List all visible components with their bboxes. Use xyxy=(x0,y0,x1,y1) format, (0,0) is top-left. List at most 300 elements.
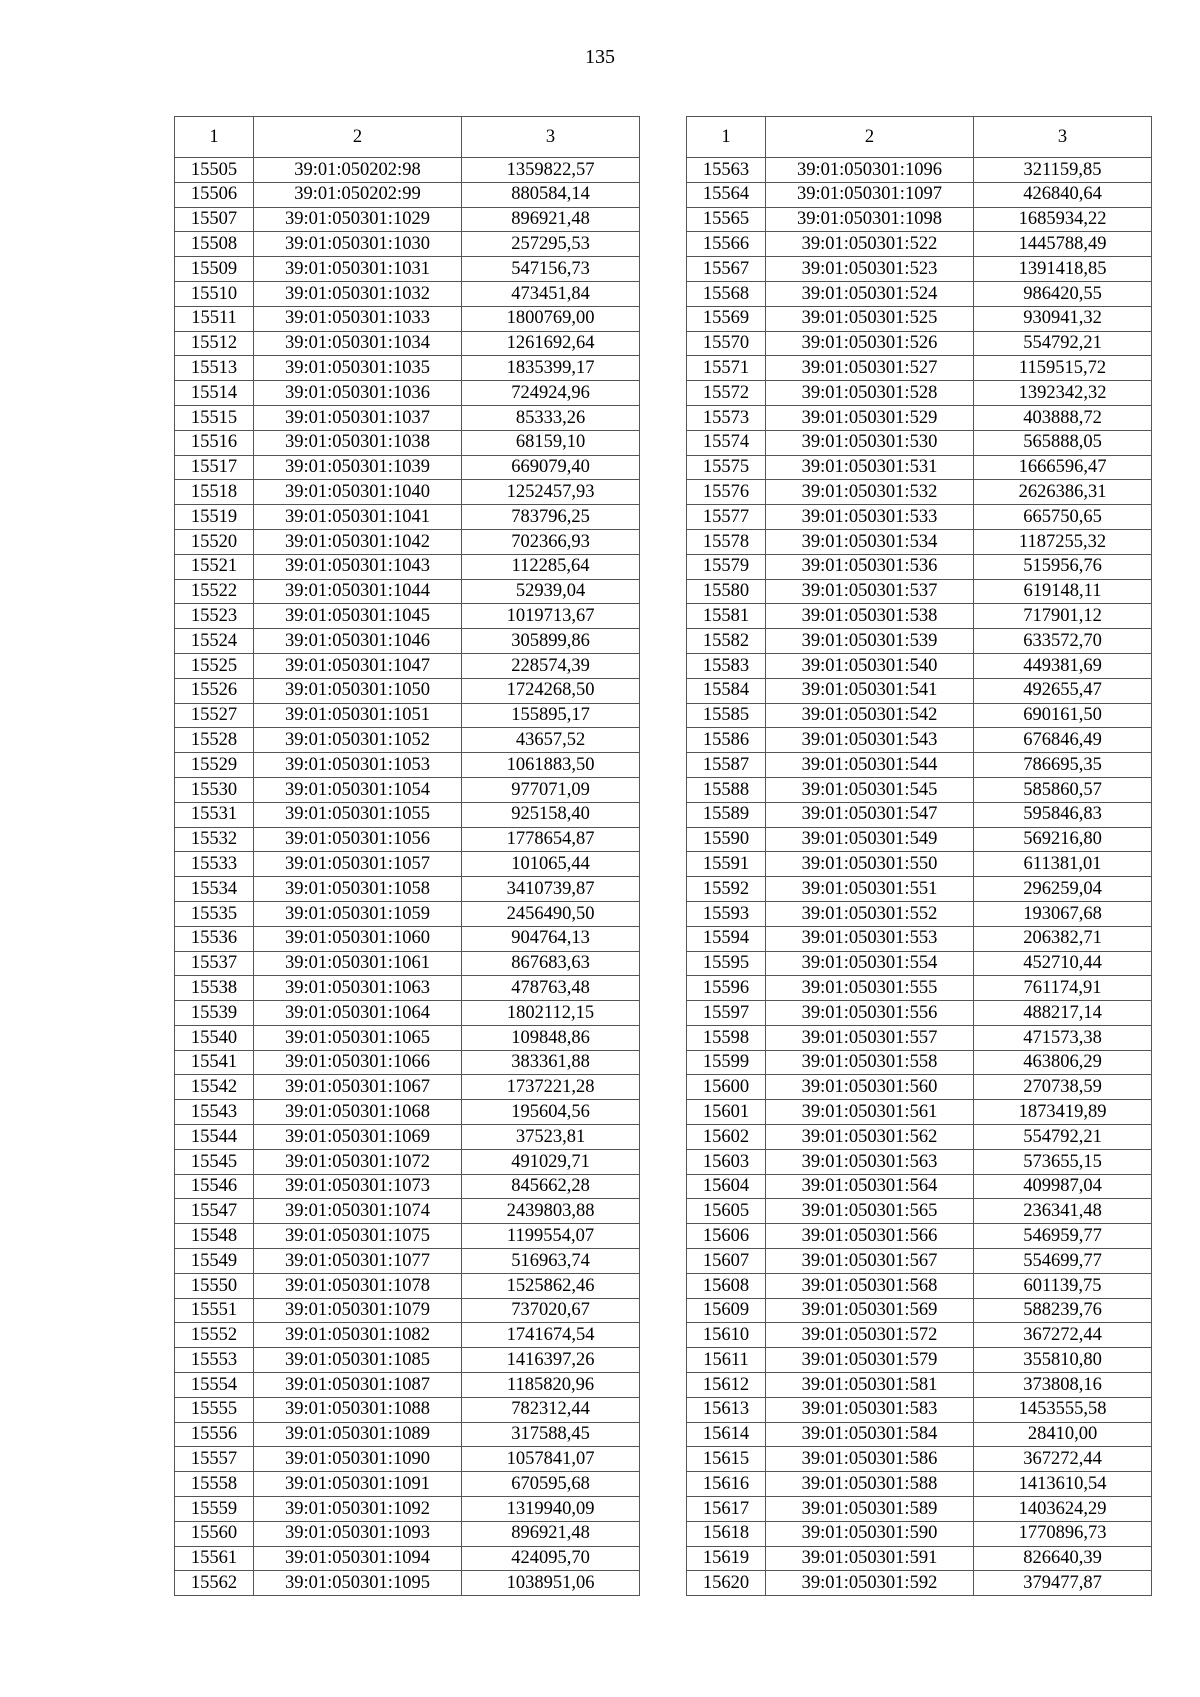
table-row xyxy=(687,802,1152,827)
cadastral-number-cell: 39:01:050301:567 xyxy=(766,1249,974,1274)
cadastral-number-cell: 39:01:050301:550 xyxy=(766,852,974,877)
cadastral-number-cell: 39:01:050301:523 xyxy=(766,257,974,282)
cadastral-number-cell: 39:01:050301:526 xyxy=(766,331,974,356)
table-row xyxy=(175,356,640,381)
table-row xyxy=(175,480,640,505)
table-row xyxy=(175,1373,640,1398)
page-number: 135 xyxy=(585,46,615,68)
column-header: 3 xyxy=(974,117,1152,158)
cadastral-number-cell: 39:01:050202:98 xyxy=(254,158,462,183)
table-row xyxy=(175,1447,640,1472)
cadastral-number-cell: 39:01:050301:533 xyxy=(766,505,974,530)
value-cell: 373808,16 xyxy=(974,1373,1152,1398)
row-number-cell: 15548 xyxy=(175,1224,254,1249)
table-row xyxy=(175,207,640,232)
cadastral-number-cell: 39:01:050301:564 xyxy=(766,1174,974,1199)
row-number-cell: 15594 xyxy=(687,926,766,951)
table-row xyxy=(687,480,1152,505)
value-cell: 670595,68 xyxy=(462,1472,640,1497)
row-number-cell: 15597 xyxy=(687,1001,766,1026)
table-row xyxy=(687,678,1152,703)
value-cell: 112285,64 xyxy=(462,554,640,579)
table-row xyxy=(687,1001,1152,1026)
value-cell: 1252457,93 xyxy=(462,480,640,505)
row-number-cell: 15568 xyxy=(687,281,766,306)
cadastral-number-cell: 39:01:050301:539 xyxy=(766,629,974,654)
cadastral-number-cell: 39:01:050301:586 xyxy=(766,1447,974,1472)
row-number-cell: 15573 xyxy=(687,405,766,430)
table-row xyxy=(687,926,1152,951)
table-row xyxy=(687,1571,1152,1596)
table-row xyxy=(687,1497,1152,1522)
cadastral-number-cell: 39:01:050301:1055 xyxy=(254,802,462,827)
value-cell: 925158,40 xyxy=(462,802,640,827)
cadastral-number-cell: 39:01:050301:1047 xyxy=(254,653,462,678)
row-number-cell: 15608 xyxy=(687,1273,766,1298)
cadastral-number-cell: 39:01:050301:1090 xyxy=(254,1447,462,1472)
row-number-cell: 15538 xyxy=(175,976,254,1001)
value-cell: 737020,67 xyxy=(462,1298,640,1323)
value-cell: 1019713,67 xyxy=(462,604,640,629)
cadastral-number-cell: 39:01:050301:552 xyxy=(766,901,974,926)
column-header: 3 xyxy=(462,117,640,158)
row-number-cell: 15550 xyxy=(175,1273,254,1298)
cadastral-number-cell: 39:01:050301:538 xyxy=(766,604,974,629)
table-row xyxy=(175,1422,640,1447)
table-row xyxy=(175,604,640,629)
table-row xyxy=(687,1447,1152,1472)
table-row xyxy=(687,1125,1152,1150)
table-row xyxy=(687,1422,1152,1447)
table-row xyxy=(175,579,640,604)
cadastral-number-cell: 39:01:050301:1058 xyxy=(254,877,462,902)
row-number-cell: 15540 xyxy=(175,1025,254,1050)
cadastral-number-cell: 39:01:050301:566 xyxy=(766,1224,974,1249)
value-cell: 491029,71 xyxy=(462,1149,640,1174)
cadastral-number-cell: 39:01:050301:1037 xyxy=(254,405,462,430)
table-row xyxy=(175,703,640,728)
row-number-cell: 15510 xyxy=(175,281,254,306)
row-number-cell: 15586 xyxy=(687,728,766,753)
row-number-cell: 15539 xyxy=(175,1001,254,1026)
row-number-cell: 15532 xyxy=(175,827,254,852)
table-row xyxy=(175,1397,640,1422)
row-number-cell: 15607 xyxy=(687,1249,766,1274)
table-row xyxy=(687,728,1152,753)
cadastral-number-cell: 39:01:050301:532 xyxy=(766,480,974,505)
table-row xyxy=(687,1373,1152,1398)
value-cell: 1061883,50 xyxy=(462,753,640,778)
value-cell: 516963,74 xyxy=(462,1249,640,1274)
cadastral-number-cell: 39:01:050301:553 xyxy=(766,926,974,951)
cadastral-number-cell: 39:01:050301:555 xyxy=(766,976,974,1001)
value-cell: 1199554,07 xyxy=(462,1224,640,1249)
cadastral-number-cell: 39:01:050301:1031 xyxy=(254,257,462,282)
row-number-cell: 15583 xyxy=(687,653,766,678)
column-header: 2 xyxy=(254,117,462,158)
value-cell: 554699,77 xyxy=(974,1249,1152,1274)
table-row xyxy=(175,331,640,356)
cadastral-number-cell: 39:01:050301:551 xyxy=(766,877,974,902)
table-row xyxy=(687,158,1152,183)
cadastral-number-cell: 39:01:050301:1041 xyxy=(254,505,462,530)
cadastral-number-cell: 39:01:050301:549 xyxy=(766,827,974,852)
cadastral-number-cell: 39:01:050301:1060 xyxy=(254,926,462,951)
value-cell: 1802112,15 xyxy=(462,1001,640,1026)
table-row xyxy=(175,1199,640,1224)
table-row xyxy=(175,455,640,480)
table-row xyxy=(687,1025,1152,1050)
cadastral-number-cell: 39:01:050301:1073 xyxy=(254,1174,462,1199)
table-row xyxy=(687,1149,1152,1174)
cadastral-number-cell: 39:01:050301:1082 xyxy=(254,1323,462,1348)
cadastral-number-cell: 39:01:050301:558 xyxy=(766,1050,974,1075)
row-number-cell: 15584 xyxy=(687,678,766,703)
value-cell: 1057841,07 xyxy=(462,1447,640,1472)
column-header: 1 xyxy=(687,117,766,158)
cadastral-number-cell: 39:01:050301:1095 xyxy=(254,1571,462,1596)
cadastral-number-cell: 39:01:050301:536 xyxy=(766,554,974,579)
row-number-cell: 15571 xyxy=(687,356,766,381)
cadastral-number-cell: 39:01:050301:1079 xyxy=(254,1298,462,1323)
value-cell: 845662,28 xyxy=(462,1174,640,1199)
value-cell: 2626386,31 xyxy=(974,480,1152,505)
row-number-cell: 15616 xyxy=(687,1472,766,1497)
row-number-cell: 15513 xyxy=(175,356,254,381)
table-row xyxy=(687,827,1152,852)
cadastral-number-cell: 39:01:050301:592 xyxy=(766,1571,974,1596)
row-number-cell: 15613 xyxy=(687,1397,766,1422)
value-cell: 478763,48 xyxy=(462,976,640,1001)
cadastral-number-cell: 39:01:050301:568 xyxy=(766,1273,974,1298)
cadastral-number-cell: 39:01:050301:1038 xyxy=(254,430,462,455)
cadastral-number-cell: 39:01:050301:562 xyxy=(766,1125,974,1150)
cadastral-number-cell: 39:01:050301:1067 xyxy=(254,1075,462,1100)
value-cell: 1737221,28 xyxy=(462,1075,640,1100)
value-cell: 488217,14 xyxy=(974,1001,1152,1026)
table-row xyxy=(687,604,1152,629)
row-number-cell: 15518 xyxy=(175,480,254,505)
row-number-cell: 15559 xyxy=(175,1497,254,1522)
value-cell: 565888,05 xyxy=(974,430,1152,455)
value-cell: 52939,04 xyxy=(462,579,640,604)
row-number-cell: 15505 xyxy=(175,158,254,183)
row-number-cell: 15531 xyxy=(175,802,254,827)
cadastral-number-cell: 39:01:050301:529 xyxy=(766,405,974,430)
row-number-cell: 15524 xyxy=(175,629,254,654)
value-cell: 1413610,54 xyxy=(974,1472,1152,1497)
cadastral-number-cell: 39:01:050301:1087 xyxy=(254,1373,462,1398)
row-number-cell: 15579 xyxy=(687,554,766,579)
cadastral-number-cell: 39:01:050301:1043 xyxy=(254,554,462,579)
cadastral-number-cell: 39:01:050301:1085 xyxy=(254,1348,462,1373)
cadastral-number-cell: 39:01:050301:547 xyxy=(766,802,974,827)
row-number-cell: 15581 xyxy=(687,604,766,629)
value-cell: 424095,70 xyxy=(462,1546,640,1571)
value-cell: 305899,86 xyxy=(462,629,640,654)
row-number-cell: 15574 xyxy=(687,430,766,455)
row-number-cell: 15536 xyxy=(175,926,254,951)
table-row xyxy=(687,505,1152,530)
cadastral-number-cell: 39:01:050301:565 xyxy=(766,1199,974,1224)
value-cell: 930941,32 xyxy=(974,306,1152,331)
row-number-cell: 15585 xyxy=(687,703,766,728)
cadastral-number-cell: 39:01:050301:1039 xyxy=(254,455,462,480)
value-cell: 109848,86 xyxy=(462,1025,640,1050)
table-row xyxy=(175,232,640,257)
cadastral-number-cell: 39:01:050301:1096 xyxy=(766,158,974,183)
row-number-cell: 15542 xyxy=(175,1075,254,1100)
table-row xyxy=(687,381,1152,406)
row-number-cell: 15526 xyxy=(175,678,254,703)
cadastral-number-cell: 39:01:050301:591 xyxy=(766,1546,974,1571)
value-cell: 601139,75 xyxy=(974,1273,1152,1298)
value-cell: 206382,71 xyxy=(974,926,1152,951)
cadastral-number-cell: 39:01:050301:1036 xyxy=(254,381,462,406)
cadastral-number-cell: 39:01:050301:579 xyxy=(766,1348,974,1373)
cadastral-number-cell: 39:01:050301:1032 xyxy=(254,281,462,306)
table-row xyxy=(687,777,1152,802)
row-number-cell: 15506 xyxy=(175,182,254,207)
row-number-cell: 15551 xyxy=(175,1298,254,1323)
value-cell: 1685934,22 xyxy=(974,207,1152,232)
cadastral-number-cell: 39:01:050301:534 xyxy=(766,529,974,554)
row-number-cell: 15561 xyxy=(175,1546,254,1571)
cadastral-number-cell: 39:01:050301:1054 xyxy=(254,777,462,802)
value-cell: 2439803,88 xyxy=(462,1199,640,1224)
cadastral-number-cell: 39:01:050301:557 xyxy=(766,1025,974,1050)
table-row xyxy=(687,1174,1152,1199)
value-cell: 546959,77 xyxy=(974,1224,1152,1249)
row-number-cell: 15516 xyxy=(175,430,254,455)
value-cell: 317588,45 xyxy=(462,1422,640,1447)
row-number-cell: 15554 xyxy=(175,1373,254,1398)
row-number-cell: 15592 xyxy=(687,877,766,902)
value-cell: 321159,85 xyxy=(974,158,1152,183)
table-row xyxy=(175,1249,640,1274)
cadastral-number-cell: 39:01:050301:540 xyxy=(766,653,974,678)
value-cell: 193067,68 xyxy=(974,901,1152,926)
table-row xyxy=(687,1224,1152,1249)
table-row xyxy=(175,877,640,902)
table-row xyxy=(175,1125,640,1150)
table-row xyxy=(687,976,1152,1001)
value-cell: 403888,72 xyxy=(974,405,1152,430)
cadastral-number-cell: 39:01:050301:556 xyxy=(766,1001,974,1026)
value-cell: 257295,53 xyxy=(462,232,640,257)
cadastral-number-cell: 39:01:050301:1045 xyxy=(254,604,462,629)
cadastral-number-cell: 39:01:050301:563 xyxy=(766,1149,974,1174)
right-table xyxy=(686,116,1152,1596)
value-cell: 554792,21 xyxy=(974,1125,1152,1150)
cadastral-number-cell: 39:01:050301:1057 xyxy=(254,852,462,877)
value-cell: 473451,84 xyxy=(462,281,640,306)
cadastral-number-cell: 39:01:050301:583 xyxy=(766,1397,974,1422)
table-row xyxy=(175,306,640,331)
row-number-cell: 15575 xyxy=(687,455,766,480)
cadastral-number-cell: 39:01:050301:590 xyxy=(766,1521,974,1546)
cadastral-number-cell: 39:01:050301:528 xyxy=(766,381,974,406)
row-number-cell: 15588 xyxy=(687,777,766,802)
cadastral-number-cell: 39:01:050301:545 xyxy=(766,777,974,802)
table-row xyxy=(687,877,1152,902)
row-number-cell: 15604 xyxy=(687,1174,766,1199)
value-cell: 2456490,50 xyxy=(462,901,640,926)
value-cell: 595846,83 xyxy=(974,802,1152,827)
cadastral-number-cell: 39:01:050301:1068 xyxy=(254,1100,462,1125)
cadastral-number-cell: 39:01:050301:1034 xyxy=(254,331,462,356)
value-cell: 569216,80 xyxy=(974,827,1152,852)
table-row xyxy=(687,901,1152,926)
value-cell: 155895,17 xyxy=(462,703,640,728)
cadastral-number-cell: 39:01:050301:524 xyxy=(766,281,974,306)
value-cell: 1445788,49 xyxy=(974,232,1152,257)
row-number-cell: 15593 xyxy=(687,901,766,926)
table-row xyxy=(175,926,640,951)
value-cell: 37523,81 xyxy=(462,1125,640,1150)
row-number-cell: 15576 xyxy=(687,480,766,505)
table-row xyxy=(687,629,1152,654)
table-row xyxy=(687,1100,1152,1125)
table-row xyxy=(687,1472,1152,1497)
row-number-cell: 15570 xyxy=(687,331,766,356)
table-row xyxy=(175,901,640,926)
cadastral-number-cell: 39:01:050301:531 xyxy=(766,455,974,480)
row-number-cell: 15521 xyxy=(175,554,254,579)
cadastral-number-cell: 39:01:050301:1097 xyxy=(766,182,974,207)
value-cell: 515956,76 xyxy=(974,554,1152,579)
value-cell: 270738,59 xyxy=(974,1075,1152,1100)
cadastral-number-cell: 39:01:050301:572 xyxy=(766,1323,974,1348)
table-row xyxy=(175,1149,640,1174)
cadastral-number-cell: 39:01:050301:1056 xyxy=(254,827,462,852)
row-number-cell: 15529 xyxy=(175,753,254,778)
value-cell: 1666596,47 xyxy=(974,455,1152,480)
row-number-cell: 15563 xyxy=(687,158,766,183)
table-row xyxy=(175,554,640,579)
table-row xyxy=(687,1249,1152,1274)
value-cell: 236341,48 xyxy=(974,1199,1152,1224)
value-cell: 43657,52 xyxy=(462,728,640,753)
value-cell: 367272,44 xyxy=(974,1323,1152,1348)
cadastral-number-cell: 39:01:050301:554 xyxy=(766,951,974,976)
value-cell: 896921,48 xyxy=(462,1521,640,1546)
cadastral-number-cell: 39:01:050301:560 xyxy=(766,1075,974,1100)
row-number-cell: 15547 xyxy=(175,1199,254,1224)
value-cell: 296259,04 xyxy=(974,877,1152,902)
row-number-cell: 15523 xyxy=(175,604,254,629)
cadastral-number-cell: 39:01:050301:581 xyxy=(766,1373,974,1398)
row-number-cell: 15545 xyxy=(175,1149,254,1174)
table-row xyxy=(175,430,640,455)
row-number-cell: 15619 xyxy=(687,1546,766,1571)
cadastral-number-cell: 39:01:050301:1064 xyxy=(254,1001,462,1026)
row-number-cell: 15514 xyxy=(175,381,254,406)
table-row xyxy=(175,1001,640,1026)
row-number-cell: 15618 xyxy=(687,1521,766,1546)
row-number-cell: 15552 xyxy=(175,1323,254,1348)
value-cell: 1770896,73 xyxy=(974,1521,1152,1546)
value-cell: 228574,39 xyxy=(462,653,640,678)
cadastral-number-cell: 39:01:050202:99 xyxy=(254,182,462,207)
row-number-cell: 15512 xyxy=(175,331,254,356)
cadastral-number-cell: 39:01:050301:1040 xyxy=(254,480,462,505)
row-number-cell: 15617 xyxy=(687,1497,766,1522)
cadastral-number-cell: 39:01:050301:1035 xyxy=(254,356,462,381)
value-cell: 492655,47 xyxy=(974,678,1152,703)
row-number-cell: 15600 xyxy=(687,1075,766,1100)
value-cell: 1741674,54 xyxy=(462,1323,640,1348)
row-number-cell: 15590 xyxy=(687,827,766,852)
row-number-cell: 15549 xyxy=(175,1249,254,1274)
row-number-cell: 15534 xyxy=(175,877,254,902)
value-cell: 676846,49 xyxy=(974,728,1152,753)
table-row xyxy=(175,1571,640,1596)
row-number-cell: 15609 xyxy=(687,1298,766,1323)
value-cell: 717901,12 xyxy=(974,604,1152,629)
row-number-cell: 15557 xyxy=(175,1447,254,1472)
left-table xyxy=(174,116,640,1596)
row-number-cell: 15517 xyxy=(175,455,254,480)
table-row xyxy=(175,1546,640,1571)
row-number-cell: 15515 xyxy=(175,405,254,430)
row-number-cell: 15520 xyxy=(175,529,254,554)
cadastral-number-cell: 39:01:050301:1078 xyxy=(254,1273,462,1298)
value-cell: 880584,14 xyxy=(462,182,640,207)
value-cell: 1403624,29 xyxy=(974,1497,1152,1522)
table-row xyxy=(175,1497,640,1522)
table-row xyxy=(687,207,1152,232)
table-row xyxy=(175,1298,640,1323)
table-row xyxy=(175,158,640,183)
table-row xyxy=(175,1273,640,1298)
cadastral-number-cell: 39:01:050301:1050 xyxy=(254,678,462,703)
table-row xyxy=(175,1521,640,1546)
row-number-cell: 15605 xyxy=(687,1199,766,1224)
row-number-cell: 15612 xyxy=(687,1373,766,1398)
cadastral-number-cell: 39:01:050301:1075 xyxy=(254,1224,462,1249)
value-cell: 633572,70 xyxy=(974,629,1152,654)
row-number-cell: 15519 xyxy=(175,505,254,530)
row-number-cell: 15599 xyxy=(687,1050,766,1075)
cadastral-number-cell: 39:01:050301:1033 xyxy=(254,306,462,331)
table-row xyxy=(175,678,640,703)
cadastral-number-cell: 39:01:050301:1046 xyxy=(254,629,462,654)
column-header: 2 xyxy=(766,117,974,158)
value-cell: 761174,91 xyxy=(974,976,1152,1001)
row-number-cell: 15555 xyxy=(175,1397,254,1422)
value-cell: 588239,76 xyxy=(974,1298,1152,1323)
value-cell: 690161,50 xyxy=(974,703,1152,728)
value-cell: 904764,13 xyxy=(462,926,640,951)
value-cell: 1835399,17 xyxy=(462,356,640,381)
table-row xyxy=(175,1100,640,1125)
row-number-cell: 15560 xyxy=(175,1521,254,1546)
row-number-cell: 15567 xyxy=(687,257,766,282)
row-number-cell: 15582 xyxy=(687,629,766,654)
row-number-cell: 15591 xyxy=(687,852,766,877)
cadastral-number-cell: 39:01:050301:1091 xyxy=(254,1472,462,1497)
value-cell: 1778654,87 xyxy=(462,827,640,852)
value-cell: 1261692,64 xyxy=(462,331,640,356)
cadastral-number-cell: 39:01:050301:1061 xyxy=(254,951,462,976)
value-cell: 783796,25 xyxy=(462,505,640,530)
cadastral-number-cell: 39:01:050301:1077 xyxy=(254,1249,462,1274)
value-cell: 1453555,58 xyxy=(974,1397,1152,1422)
table-row xyxy=(687,455,1152,480)
value-cell: 554792,21 xyxy=(974,331,1152,356)
value-cell: 1391418,85 xyxy=(974,257,1152,282)
